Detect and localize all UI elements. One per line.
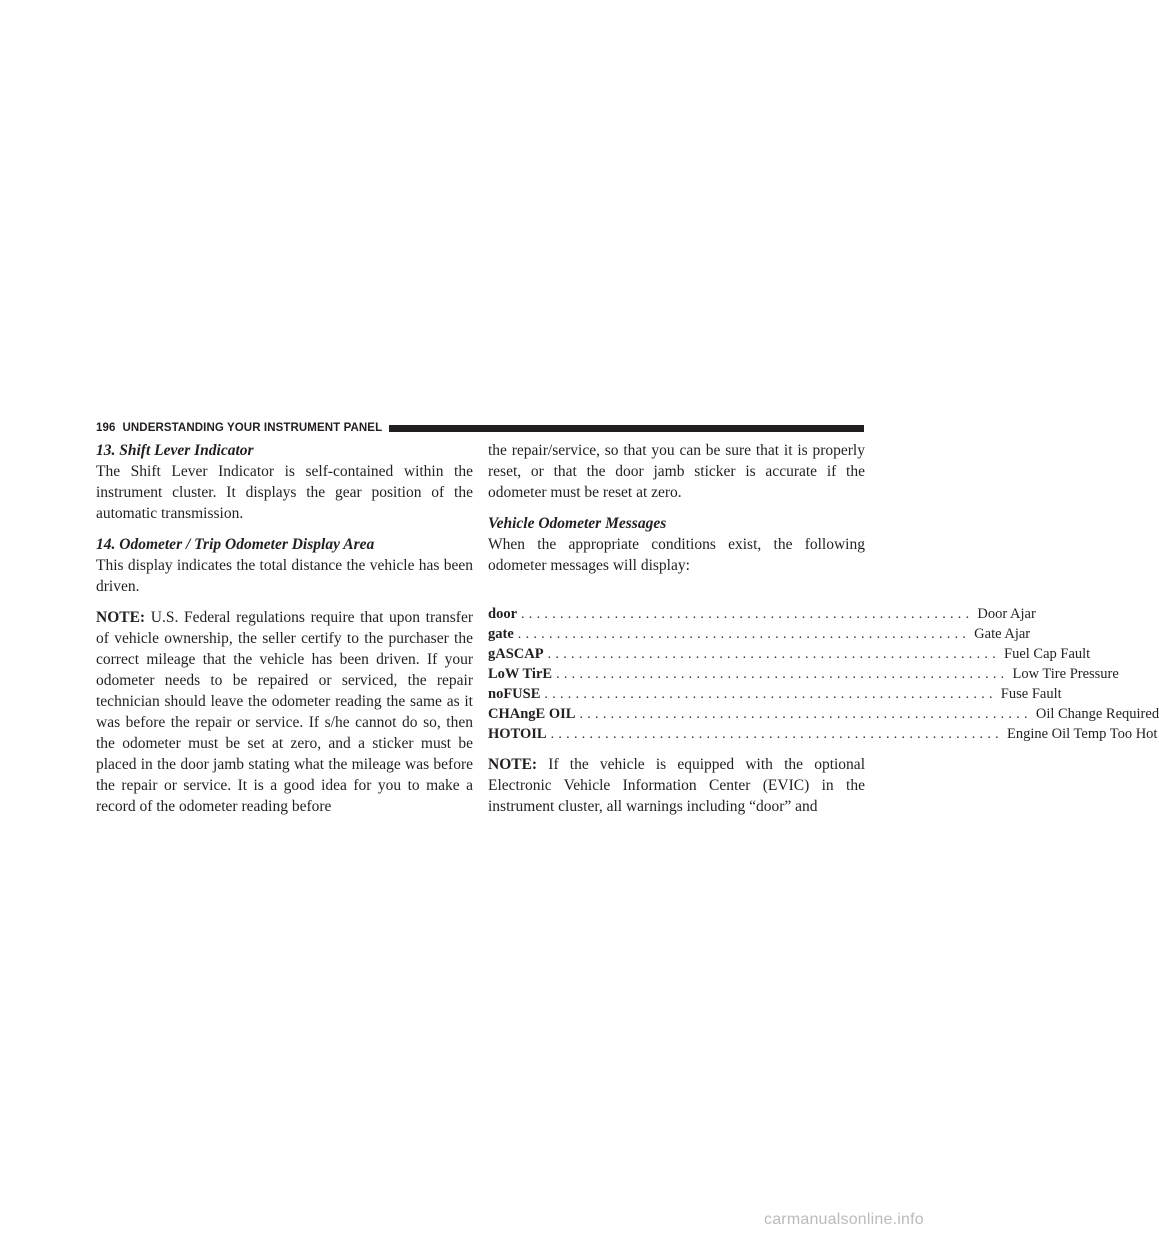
- messages-heading: Vehicle Odometer Messages: [488, 515, 667, 532]
- shift-lever-heading: 13. Shift Lever Indicator: [96, 442, 254, 459]
- odometer-note: [96, 607, 473, 817]
- continued-text: the repair/service, so that you can be sure that it is properly reset, or that the door jamb sticker is accurate if the odometer must be reset at zero.: [488, 442, 865, 501]
- message-row: [488, 704, 1159, 724]
- message-row: [488, 604, 1036, 624]
- left-column: [96, 440, 473, 817]
- message-row: [488, 624, 1031, 644]
- message-code: LoW TirE: [488, 666, 553, 682]
- watermark: carmanualsonline.info: [764, 1211, 924, 1228]
- message-code: gASCAP: [488, 646, 544, 662]
- message-meaning: Gate Ajar: [974, 626, 1031, 642]
- evic-note: [488, 754, 865, 817]
- message-row: [488, 724, 1158, 744]
- message-list: [488, 604, 1159, 744]
- note-label: NOTE:: [488, 756, 538, 773]
- message-code: CHAngE OIL: [488, 706, 576, 722]
- message-code: noFUSE: [488, 686, 541, 702]
- note-label: NOTE:: [96, 609, 146, 626]
- page-header: [96, 420, 864, 436]
- note-body: U.S. Federal regulations require that upon transfer of vehicle ownership, the seller certify to the purchaser the correct mileage that the vehicle has been driven. If your odometer needs to be repaired or serviced, the repair technician should leave the odometer reading the same as it was before the repair or service. If s/he cannot do so, then the odometer must be set at zero, and a sticker must be placed in the door jamb stating what the mileage was before the repair or service. It is a good idea for you to make a record of the odometer reading before: [96, 609, 473, 815]
- dot-leader: ..........................................................: [547, 647, 1000, 662]
- message-code: door: [488, 606, 517, 622]
- message-row: [488, 644, 1091, 664]
- dot-leader: ..........................................................: [517, 627, 971, 642]
- dot-leader: ..........................................................: [550, 727, 1003, 742]
- odometer-body: This display indicates the total distance the vehicle has been driven.: [96, 557, 473, 595]
- right-column: [488, 440, 1159, 817]
- message-code: gate: [488, 626, 514, 642]
- message-meaning: Low Tire Pressure: [1012, 666, 1119, 682]
- message-meaning: Engine Oil Temp Too Hot: [1006, 726, 1158, 742]
- dot-leader: ..........................................................: [579, 707, 1032, 722]
- message-meaning: Fuel Cap Fault: [1004, 646, 1091, 662]
- dot-leader: ..........................................................: [556, 667, 1009, 682]
- header-rule: [389, 425, 864, 432]
- message-row: [488, 684, 1062, 704]
- message-meaning: Fuse Fault: [1000, 686, 1062, 702]
- message-meaning: Door Ajar: [977, 606, 1036, 622]
- shift-lever-body: The Shift Lever Indicator is self-contained within the instrument cluster. It displays the gear position of the automatic transmission.: [96, 463, 473, 522]
- message-code: HOTOIL: [488, 726, 547, 742]
- page-number: 196: [96, 422, 116, 434]
- message-row: [488, 664, 1119, 684]
- note-body: If the vehicle is equipped with the optional Electronic Vehicle Information Center (EVIC) in the instrument cluster, all warnings including “door” and: [488, 756, 865, 815]
- section-title: UNDERSTANDING YOUR INSTRUMENT PANEL: [122, 422, 383, 434]
- messages-intro: When the appropriate conditions exist, the following odometer messages will display:: [488, 536, 865, 574]
- message-meaning: Oil Change Required: [1035, 706, 1159, 722]
- dot-leader: ..........................................................: [521, 607, 974, 622]
- odometer-heading: 14. Odometer / Trip Odometer Display Area: [96, 536, 375, 553]
- dot-leader: ..........................................................: [544, 687, 997, 702]
